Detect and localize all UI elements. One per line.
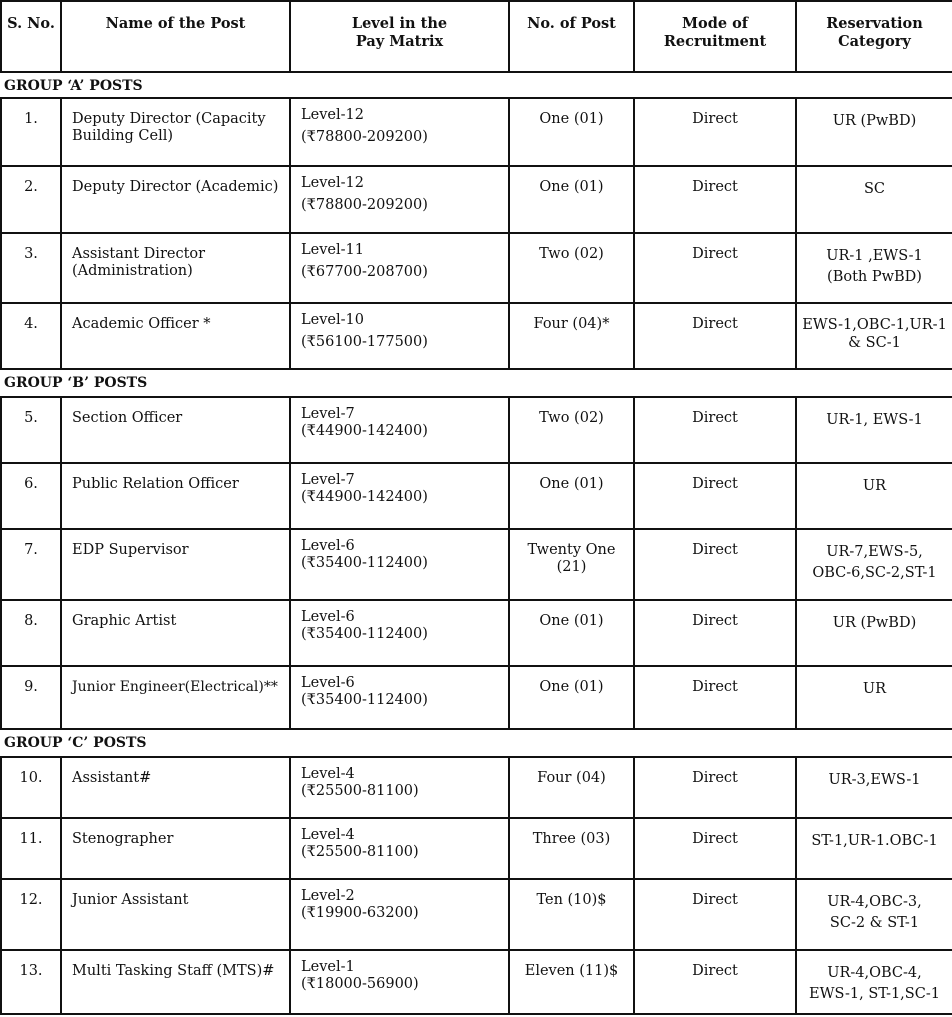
pay-range-text: (₹56100-177500) bbox=[301, 334, 428, 350]
cell-mode: Direct bbox=[634, 666, 796, 729]
cell-post-count: One (01) bbox=[509, 666, 634, 729]
header-name: Name of the Post bbox=[61, 1, 290, 72]
table-row bbox=[1, 950, 952, 1014]
cell-sno: 9. bbox=[1, 666, 61, 729]
level-text: Level-10 bbox=[301, 312, 364, 328]
cell-pay-level bbox=[290, 600, 509, 666]
cell-sno: 4. bbox=[1, 303, 61, 369]
cell-mode: Direct bbox=[634, 879, 796, 950]
level-text: Level-7 bbox=[301, 472, 355, 488]
table-row bbox=[1, 166, 952, 233]
cell-mode: Direct bbox=[634, 757, 796, 818]
cell-mode: Direct bbox=[634, 303, 796, 369]
table-row bbox=[1, 666, 952, 729]
cell-sno: 10. bbox=[1, 757, 61, 818]
cell-post-name: Junior Assistant bbox=[61, 879, 290, 950]
cell-mode: Direct bbox=[634, 397, 796, 463]
cell-sno: 8. bbox=[1, 600, 61, 666]
cell-sno: 11. bbox=[1, 818, 61, 879]
cell-post-count: One (01) bbox=[509, 600, 634, 666]
cell-sno: 13. bbox=[1, 950, 61, 1014]
cell-post-count: Eleven (11)$ bbox=[509, 950, 634, 1014]
cell-post-count: Ten (10)$ bbox=[509, 879, 634, 950]
cell-reservation: UR-7,EWS-5, OBC-6,SC-2,ST-1 bbox=[796, 529, 952, 600]
cell-sno: 5. bbox=[1, 397, 61, 463]
cell-post-name: Public Relation Officer bbox=[61, 463, 290, 529]
level-text: Level-7 bbox=[301, 406, 355, 422]
cell-pay-level bbox=[290, 397, 509, 463]
pay-range-text: (₹25500-81100) bbox=[301, 783, 419, 799]
cell-post-count: Two (02) bbox=[509, 233, 634, 303]
cell-sno: 7. bbox=[1, 529, 61, 600]
table-row bbox=[1, 600, 952, 666]
cell-mode: Direct bbox=[634, 600, 796, 666]
cell-mode: Direct bbox=[634, 529, 796, 600]
cell-post-count: Two (02) bbox=[509, 397, 634, 463]
cell-reservation: ST-1,UR-1.OBC-1 bbox=[796, 818, 952, 879]
level-text: Level-6 bbox=[301, 538, 355, 554]
level-text: Level-4 bbox=[301, 827, 355, 843]
cell-reservation: EWS-1,OBC-1,UR-1 & SC-1 bbox=[796, 303, 952, 369]
cell-reservation: UR bbox=[796, 463, 952, 529]
pay-range-text: (₹78800-209200) bbox=[301, 129, 428, 145]
cell-sno: 3. bbox=[1, 233, 61, 303]
cell-sno: 2. bbox=[1, 166, 61, 233]
header-row bbox=[1, 1, 952, 72]
cell-post-name: Academic Officer * bbox=[61, 303, 290, 369]
cell-reservation: UR (PwBD) bbox=[796, 600, 952, 666]
level-text: Level-12 bbox=[301, 175, 364, 191]
cell-pay-level bbox=[290, 757, 509, 818]
pay-range-text: (₹67700-208700) bbox=[301, 264, 428, 280]
cell-sno: 1. bbox=[1, 98, 61, 166]
cell-pay-level bbox=[290, 666, 509, 729]
cell-post-count: Twenty One (21) bbox=[509, 529, 634, 600]
cell-pay-level bbox=[290, 166, 509, 233]
cell-pay-level bbox=[290, 950, 509, 1014]
table-row bbox=[1, 303, 952, 369]
group-a-row bbox=[1, 72, 952, 98]
cell-post-count: One (01) bbox=[509, 166, 634, 233]
cell-post-count: Four (04) bbox=[509, 757, 634, 818]
level-text: Level-2 bbox=[301, 888, 355, 904]
cell-post-name: Multi Tasking Staff (MTS)# bbox=[61, 950, 290, 1014]
cell-pay-level bbox=[290, 98, 509, 166]
pay-range-text: (₹35400-112400) bbox=[301, 626, 428, 642]
cell-post-name: Assistant Director (Administration) bbox=[61, 233, 290, 303]
level-text: Level-1 bbox=[301, 959, 355, 975]
table-row bbox=[1, 757, 952, 818]
table-row bbox=[1, 463, 952, 529]
cell-post-name: EDP Supervisor bbox=[61, 529, 290, 600]
pay-range-text: (₹35400-112400) bbox=[301, 692, 428, 708]
cell-sno: 6. bbox=[1, 463, 61, 529]
cell-reservation: UR-1, EWS-1 bbox=[796, 397, 952, 463]
cell-pay-level bbox=[290, 233, 509, 303]
cell-mode: Direct bbox=[634, 463, 796, 529]
cell-pay-level bbox=[290, 529, 509, 600]
header-level: Level in the Pay Matrix bbox=[290, 1, 509, 72]
pay-range-text: (₹35400-112400) bbox=[301, 555, 428, 571]
pay-range-text: (₹44900-142400) bbox=[301, 423, 428, 439]
pay-range-text: (₹25500-81100) bbox=[301, 844, 419, 860]
cell-reservation: UR-4,OBC-3, SC-2 & ST-1 bbox=[796, 879, 952, 950]
group-c-row bbox=[1, 729, 952, 757]
cell-reservation: UR bbox=[796, 666, 952, 729]
cell-mode: Direct bbox=[634, 98, 796, 166]
group-b-heading: GROUP ‘B’ POSTS bbox=[1, 369, 952, 397]
cell-mode: Direct bbox=[634, 950, 796, 1014]
table-row bbox=[1, 98, 952, 166]
cell-post-count: One (01) bbox=[509, 463, 634, 529]
cell-reservation: UR-3,EWS-1 bbox=[796, 757, 952, 818]
cell-reservation: UR-4,OBC-4, EWS-1, ST-1,SC-1 bbox=[796, 950, 952, 1014]
level-text: Level-6 bbox=[301, 609, 355, 625]
table-row bbox=[1, 233, 952, 303]
cell-post-count: Three (03) bbox=[509, 818, 634, 879]
cell-mode: Direct bbox=[634, 233, 796, 303]
cell-post-count: One (01) bbox=[509, 98, 634, 166]
cell-post-name: Deputy Director (Academic) bbox=[61, 166, 290, 233]
header-mode: Mode of Recruitment bbox=[634, 1, 796, 72]
table-row bbox=[1, 818, 952, 879]
cell-pay-level bbox=[290, 879, 509, 950]
group-a-heading: GROUP ‘A’ POSTS bbox=[1, 72, 952, 98]
cell-reservation: UR-1 ,EWS-1 (Both PwBD) bbox=[796, 233, 952, 303]
header-count: No. of Post bbox=[509, 1, 634, 72]
pay-range-text: (₹18000-56900) bbox=[301, 976, 419, 992]
cell-mode: Direct bbox=[634, 166, 796, 233]
cell-post-name: Stenographer bbox=[61, 818, 290, 879]
cell-sno: 12. bbox=[1, 879, 61, 950]
group-b-row bbox=[1, 369, 952, 397]
cell-post-name: Junior Engineer(Electrical)** bbox=[61, 666, 290, 729]
cell-reservation: UR (PwBD) bbox=[796, 98, 952, 166]
cell-post-name: Section Officer bbox=[61, 397, 290, 463]
level-text: Level-12 bbox=[301, 107, 364, 123]
cell-reservation: SC bbox=[796, 166, 952, 233]
group-c-heading: GROUP ‘C’ POSTS bbox=[1, 729, 952, 757]
cell-mode: Direct bbox=[634, 818, 796, 879]
level-text: Level-6 bbox=[301, 675, 355, 691]
table-row bbox=[1, 879, 952, 950]
pay-range-text: (₹19900-63200) bbox=[301, 905, 419, 921]
header-sno: S. No. bbox=[1, 1, 61, 72]
cell-pay-level bbox=[290, 818, 509, 879]
cell-post-name: Assistant# bbox=[61, 757, 290, 818]
cell-post-count: Four (04)* bbox=[509, 303, 634, 369]
pay-range-text: (₹44900-142400) bbox=[301, 489, 428, 505]
level-text: Level-4 bbox=[301, 766, 355, 782]
cell-pay-level bbox=[290, 303, 509, 369]
cell-pay-level bbox=[290, 463, 509, 529]
level-text: Level-11 bbox=[301, 242, 364, 258]
table-row bbox=[1, 529, 952, 600]
cell-post-name: Graphic Artist bbox=[61, 600, 290, 666]
pay-range-text: (₹78800-209200) bbox=[301, 197, 428, 213]
cell-post-name: Deputy Director (Capacity Building Cell) bbox=[61, 98, 290, 166]
header-reservation: Reservation Category bbox=[796, 1, 952, 72]
table-row bbox=[1, 397, 952, 463]
